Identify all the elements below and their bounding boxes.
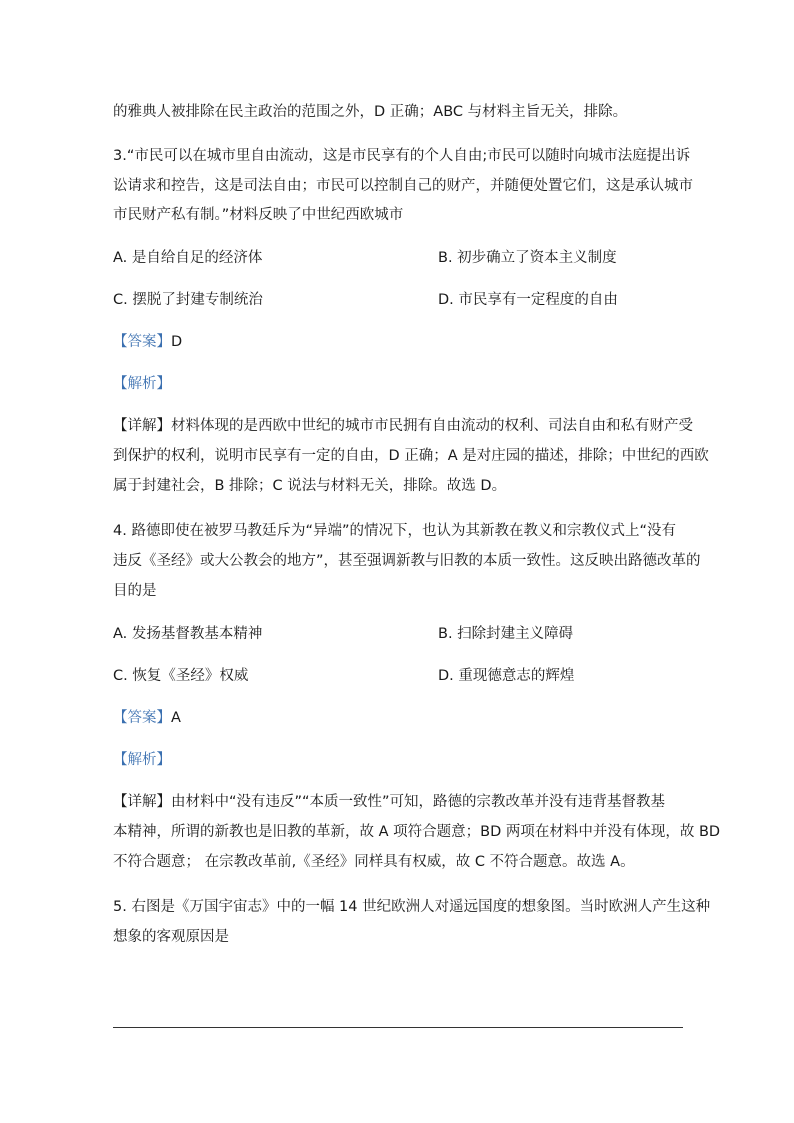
q4-option-a: A. 发扬基督教基本精神 bbox=[113, 626, 263, 642]
q3-detail-line-3: 属于封建社会，B 排除；C 说法与材料无关，排除。故选 D。 bbox=[113, 478, 507, 494]
q5-stem-line-2: 想象的客观原因是 bbox=[113, 929, 229, 945]
q3-stem-line-2: 讼请求和控告，这是司法自由；市民可以控制自己的财产，并随便处置它们，这是承认城市 bbox=[113, 178, 693, 194]
q4-stem-line-3: 目的是 bbox=[113, 583, 157, 599]
q3-answer bbox=[113, 332, 182, 352]
answer-value: D bbox=[171, 334, 183, 350]
detail-text: 材料体现的是西欧中世纪的城市市民拥有自由流动的权利、司法自由和私有财产受 bbox=[171, 418, 693, 434]
answer-tag: 【答案】 bbox=[113, 334, 171, 350]
q3-detail-line-1 bbox=[113, 416, 693, 436]
q4-detail-line-2: 本精神，所谓的新教也是旧教的革新，故 A 项符合题意；BD 两项在材料中并没有体现，故 BD bbox=[113, 824, 721, 840]
q4-option-b: B. 扫除封建主义障碍 bbox=[438, 626, 574, 642]
answer-tag: 【答案】 bbox=[113, 710, 171, 726]
q4-detail-line-3: 不符合题意； 在宗教改革前,《圣经》同样具有权威，故 C 不符合题意。故选 A。 bbox=[113, 854, 635, 870]
continued-text-line: 的雅典人被排除在民主政治的范围之外，D 正确；ABC 与材料主旨无关，排除。 bbox=[113, 104, 628, 120]
q4-option-c: C. 恢复《圣经》权威 bbox=[113, 668, 249, 684]
q3-option-b: B. 初步确立了资本主义制度 bbox=[438, 250, 617, 266]
q4-stem-line-1: 4. 路德即使在被罗马教廷斥为“异端”的情况下，也认为其新教在教义和宗教仪式上“没有 bbox=[113, 523, 676, 539]
q3-stem-line-3: 市民财产私有制。”材料反映了中世纪西欧城市 bbox=[113, 207, 404, 223]
detail-tag: 【详解】 bbox=[113, 418, 171, 434]
q5-stem-line-1: 5. 右图是《万国宇宙志》中的一幅 14 世纪欧洲人对遥远国度的想象图。当时欧洲人产生这种 bbox=[113, 899, 711, 915]
q3-detail-line-2: 到保护的权利，说明市民享有一定的自由，D 正确；A 是对庄园的描述，排除；中世纪的西欧 bbox=[113, 448, 709, 464]
q4-analysis-tag bbox=[113, 750, 171, 770]
detail-text: 由材料中“没有违反”“本质一致性”可知，路德的宗教改革并没有违背基督教基 bbox=[171, 794, 666, 810]
q4-stem-line-2: 违反《圣经》或大公教会的地方”，甚至强调新教与旧教的本质一致性。这反映出路德改革的 bbox=[113, 553, 701, 569]
q3-option-d: D. 市民享有一定程度的自由 bbox=[438, 292, 618, 308]
analysis-tag: 【解析】 bbox=[113, 376, 171, 392]
q3-option-c: C. 摆脱了封建专制统治 bbox=[113, 292, 263, 308]
q4-option-d: D. 重现德意志的辉煌 bbox=[438, 668, 575, 684]
q3-analysis-tag bbox=[113, 374, 171, 394]
analysis-tag: 【解析】 bbox=[113, 752, 171, 768]
footer-divider bbox=[113, 1027, 683, 1028]
q3-option-a: A. 是自给自足的经济体 bbox=[113, 250, 263, 266]
q4-detail-line-1 bbox=[113, 792, 665, 812]
q3-stem-line-1: 3.“市民可以在城市里自由流动，这是市民享有的个人自由;市民可以随时向城市法庭提出诉 bbox=[113, 148, 691, 164]
answer-value: A bbox=[171, 710, 181, 726]
q4-answer bbox=[113, 708, 181, 728]
detail-tag: 【详解】 bbox=[113, 794, 171, 810]
